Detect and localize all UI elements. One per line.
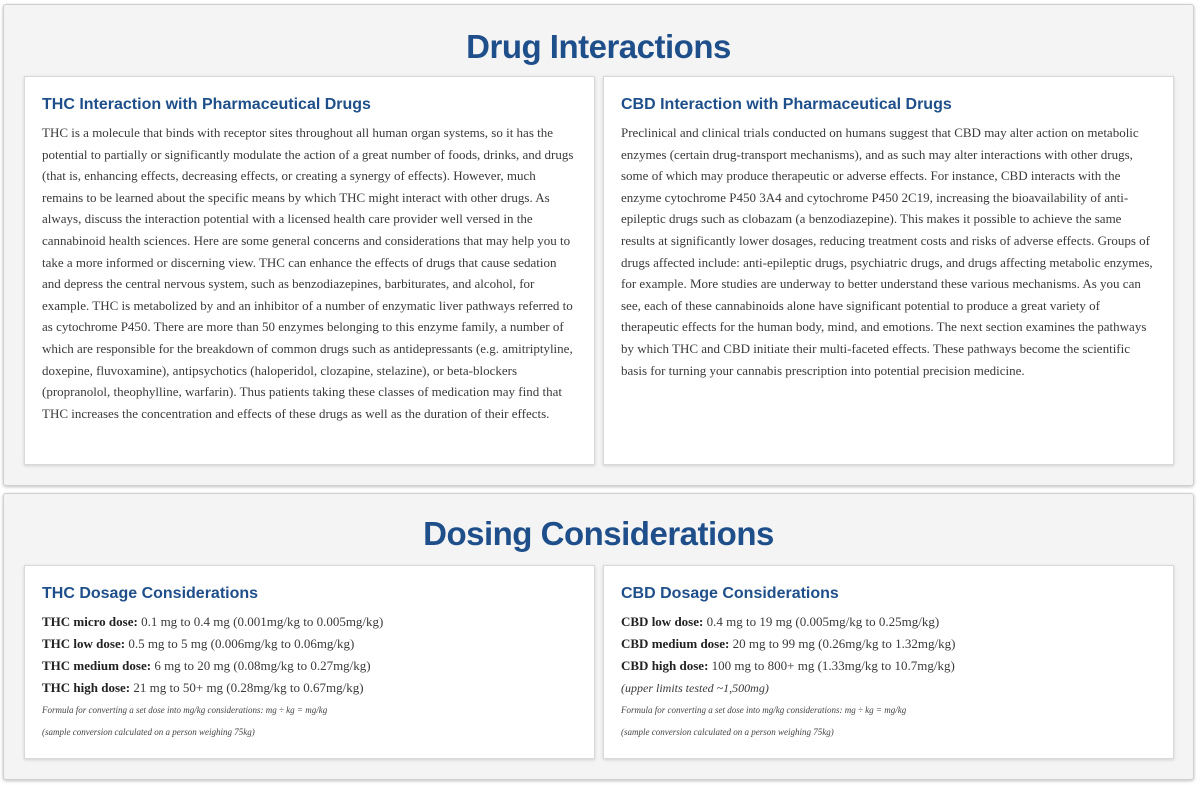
dose-line [42,611,577,633]
drug-interactions-section [3,4,1194,486]
dose-value: 6 mg to 20 mg (0.08mg/kg to 0.27mg/kg) [151,658,371,673]
dose-value: 20 mg to 99 mg (0.26mg/kg to 1.32mg/kg) [729,636,956,651]
dose-line [621,633,1156,655]
sample-note: (sample conversion calculated on a person weighing 75kg) [621,727,834,737]
thc-interaction-card [24,76,595,465]
dose-label: THC low dose: [42,636,126,651]
dose-value: 0.5 mg to 5 mg (0.006mg/kg to 0.06mg/kg) [125,636,355,651]
dose-label: CBD low dose: [621,614,704,629]
card-title: THC Interaction with Pharmaceutical Drugs [42,96,371,113]
upper-limit-note: (upper limits tested ~1,500mg) [621,681,769,695]
dose-label: CBD high dose: [621,658,709,673]
dose-line [42,677,577,699]
dose-line [42,633,577,655]
sample-note: (sample conversion calculated on a person weighing 75kg) [42,727,255,737]
dose-line [621,611,1156,633]
dosing-considerations-section [3,493,1194,780]
dose-label: THC high dose: [42,680,131,695]
cbd-interaction-card [603,76,1174,465]
card-title: CBD Dosage Considerations [621,585,839,602]
card-body: THC is a molecule that binds with receptor sites throughout all human organ systems, so it has the potential to partially or significantly modulate the action of a great number of foods, drinks, and drugs (that is, enhancing effects, decreasing effects, or creating a synergy of effects). However, much remains to be learned about the specific means by which THC might interact with other drugs. As always, discuss the interaction potential with a licensed health care provider well versed in the cannabinoid health sciences. Here are some general concerns and considerations that may help you to take a more informed or discerning view. THC can enhance the effects of drugs that cause sedation and depress the central nervous system, such as benzodiazepines, barbiturates, and alcohol, for example. THC is metabolized by and an inhibitor of a number of enzymatic liver pathways referred to as cytochrome P450. There are more than 50 enzymes belonging to this enzyme family, a number of which are responsible for the breakdown of common drugs such as antidepressants (e.g. amitriptyline, doxepine, fluvoxamine), antipsychotics (haloperidol, clozapine, stelazine), or beta-blockers (propranolol, theophylline, warfarin). Thus patients taking these classes of medication may find that THC increases the concentration and effects of these drugs as well as the duration of their effects. [42,125,574,421]
section-title: Drug Interactions [466,28,731,65]
dose-value: 100 mg to 800+ mg (1.33mg/kg to 10.7mg/kg) [708,658,955,673]
dose-value: 21 mg to 50+ mg (0.28mg/kg to 0.67mg/kg) [130,680,364,695]
card-body: Preclinical and clinical trials conducted on humans suggest that CBD may alter action on metabolic enzymes (certain drug-transport mechanisms), and as such may alter interactions with other drugs, some of which may produce therapeutic or adverse effects. For instance, CBD interacts with the enzyme cytochrome P450 3A4 and cytochrome P450 2C19, increasing the bioavailability of anti-epileptic drugs such as clobazam (a benzodiazepine). This makes it possible to achieve the same results at significantly lower dosages, reducing treatment costs and risks of adverse effects. Groups of drugs affected include: anti-epileptic drugs, psychiatric drugs, and drugs affecting metabolic enzymes, for example. More studies are underway to better understand these various mechanisms. As you can see, each of these cannabinoids alone have significant potential to produce a great variety of therapeutic effects for the human body, mind, and emotions. The next section examines the pathways by which THC and CBD initiate their multi-faceted effects. These pathways become the scientific basis for turning your cannabis prescription into potential precision medicine. [621,125,1153,378]
dose-value: 0.4 mg to 19 mg (0.005mg/kg to 0.25mg/kg) [703,614,940,629]
section-title: Dosing Considerations [423,515,774,552]
formula-note: Formula for converting a set dose into mg/kg considerations: mg ÷ kg = mg/kg [621,705,907,715]
formula-note: Formula for converting a set dose into mg/kg considerations: mg ÷ kg = mg/kg [42,705,328,715]
dose-line [42,655,577,677]
dose-value: 0.1 mg to 0.4 mg (0.001mg/kg to 0.005mg/kg) [137,614,384,629]
dose-label: CBD medium dose: [621,636,730,651]
dose-label: THC medium dose: [42,658,152,673]
cbd-dosage-card [603,565,1174,759]
card-title: CBD Interaction with Pharmaceutical Drugs [621,96,952,113]
dose-label: THC micro dose: [42,614,138,629]
card-title: THC Dosage Considerations [42,585,259,602]
dose-line [621,655,1156,677]
thc-dosage-card [24,565,595,759]
